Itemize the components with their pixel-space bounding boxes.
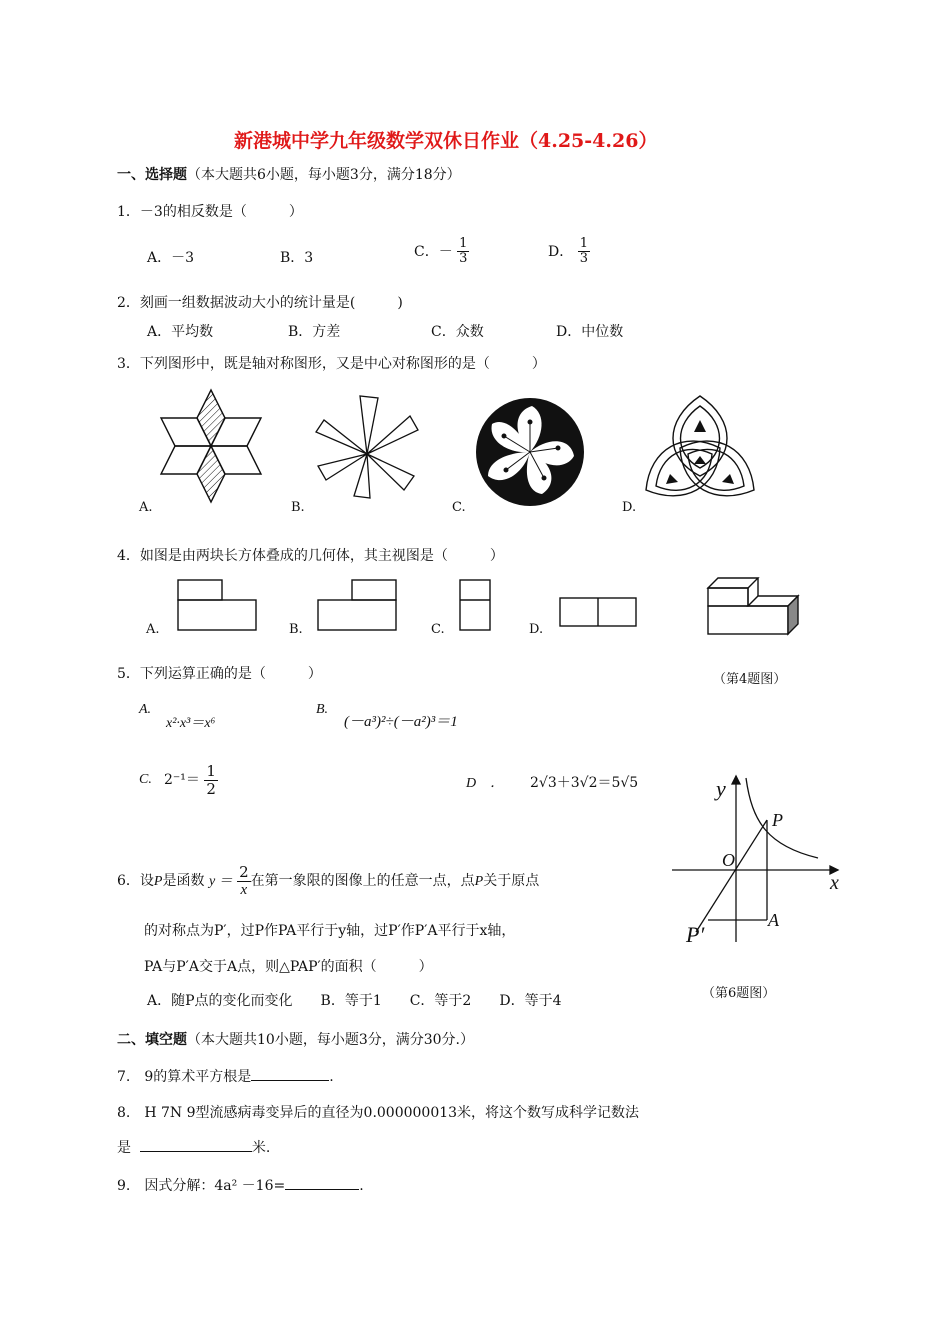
q5-c-lhs: 2⁻¹＝ xyxy=(164,772,200,788)
q3-figure-c xyxy=(474,396,586,508)
q7-text: 7. 9的算术平方根是 xyxy=(117,1069,252,1085)
q7-end: . xyxy=(329,1069,334,1085)
q8-line-2-text: 是 xyxy=(117,1140,131,1156)
q2-option-d: D．中位数 xyxy=(556,324,624,340)
section-2-heading: 二、填空题 xyxy=(117,1032,187,1048)
q2-option-c: C．众数 xyxy=(431,324,484,340)
question-7 xyxy=(117,1066,334,1086)
question-6-line-2: 的对称点为P′，过P作PA平行于y轴，过P′作P′A平行于x轴， xyxy=(144,923,516,939)
q9-answer-blank[interactable] xyxy=(285,1175,359,1190)
question-6-line-1 xyxy=(117,864,539,898)
q5-label-a: A. xyxy=(139,702,152,717)
q1-c-num: 1 xyxy=(459,236,468,251)
question-4: 4．如图是由两块长方体叠成的几何体，其主视图是（ ） xyxy=(117,548,504,564)
q6-caption: （第6题图） xyxy=(702,986,776,1001)
q4-option-b-figure xyxy=(314,576,402,634)
q3-label-c: C. xyxy=(452,500,466,515)
q4-option-c-figure xyxy=(456,576,494,634)
question-1: 1．－3的相反数是（ ） xyxy=(117,204,303,220)
q5-label-b: B. xyxy=(316,702,329,717)
q6-graph-origin-label: O xyxy=(722,850,735,870)
q1-option-c xyxy=(414,237,469,267)
q6-l1-c: 在第一象限的图像上的任意一点，点 xyxy=(250,873,475,889)
q4-solid-figure xyxy=(704,574,804,638)
q2-option-b: B．方差 xyxy=(288,324,341,340)
q6-l1-p: P xyxy=(153,874,163,889)
q9-end: . xyxy=(359,1178,364,1194)
q6-frac-num: 2 xyxy=(239,863,249,881)
q6-graph-x-label: x xyxy=(830,872,839,894)
q1-d-fraction xyxy=(578,237,590,267)
q3-figure-a xyxy=(155,388,267,506)
q3-figure-b xyxy=(310,392,425,502)
q5-c-num: 1 xyxy=(206,762,216,780)
q6-graph-y-label: y xyxy=(716,776,726,801)
q6-frac-den: x xyxy=(240,881,248,898)
section-2-header xyxy=(117,1029,474,1049)
q6-l1-y: y ＝ xyxy=(208,874,233,889)
q1-d-den: 3 xyxy=(579,251,588,267)
q4-label-d: D. xyxy=(529,622,544,637)
question-9 xyxy=(117,1175,364,1195)
q6-l1-b: 是函数 xyxy=(162,873,205,889)
q6-l1-p2: P xyxy=(474,874,484,889)
q2-option-a: A．平均数 xyxy=(147,324,214,340)
question-2: 2．刻画一组数据波动大小的统计量是( ) xyxy=(117,295,403,311)
q1-d-num: 1 xyxy=(579,236,588,251)
q5-label-c: C. xyxy=(139,772,152,787)
q3-label-b: B. xyxy=(291,500,305,515)
q5-expr-c xyxy=(164,763,218,797)
q4-label-b: B. xyxy=(289,622,303,637)
q5-c-den: 2 xyxy=(206,779,216,798)
question-8-line-2 xyxy=(117,1137,270,1157)
q3-figure-d xyxy=(640,392,760,510)
section-1-note: （本大题共6小题，每小题3分，满分18分） xyxy=(187,167,461,183)
q5-expr-b: (－a³)²÷(－a²)³＝1 xyxy=(344,714,458,730)
q4-option-d-figure xyxy=(556,594,640,630)
q1-d-prefix: D． xyxy=(548,243,574,260)
q3-label-a: A. xyxy=(139,500,153,515)
q1-c-den: 3 xyxy=(459,251,468,267)
q1-option-b: B．3 xyxy=(280,250,314,266)
question-3: 3．下列图形中，既是轴对称图形，又是中心对称图形的是（ ） xyxy=(117,356,546,372)
section-1-header xyxy=(117,164,461,184)
question-8-line-1: 8. H 7N 9型流感病毒变异后的直径为0.000000013米，将这个数写成科学记数法 xyxy=(117,1105,640,1121)
q9-text: 9. 因式分解：4a² －16= xyxy=(117,1178,286,1194)
q7-answer-blank[interactable] xyxy=(251,1066,329,1081)
q6-l1-a: 6．设 xyxy=(117,873,154,889)
q6-graph-pprime-label: P′ xyxy=(686,922,705,947)
q8-end: 米. xyxy=(251,1140,271,1156)
q1-c-fraction xyxy=(457,237,469,267)
q4-caption: （第4题图） xyxy=(713,672,787,687)
q4-option-a-figure xyxy=(172,576,260,634)
question-5: 5．下列运算正确的是（ ） xyxy=(117,666,322,682)
q4-label-a: A. xyxy=(146,622,160,637)
q5-expr-d: 2√3＋3√2＝5√5 xyxy=(530,775,639,791)
question-6-line-3: PA与P′A交于A点，则△PAP′的面积（ ） xyxy=(144,959,433,975)
q5-c-fraction xyxy=(204,763,218,797)
q5-label-d: D ． xyxy=(466,776,505,791)
page-title: 新港城中学九年级数学双休日作业（4.25-4.26） xyxy=(234,130,658,152)
section-1-heading: 一、选择题 xyxy=(117,167,187,183)
q6-l1-d: 关于原点 xyxy=(483,873,540,889)
q1-option-a: A．－3 xyxy=(147,250,195,266)
q4-label-c: C. xyxy=(431,622,445,637)
q6-fraction xyxy=(237,864,251,898)
q1-c-prefix: C．－ xyxy=(414,243,453,260)
q8-answer-blank[interactable] xyxy=(140,1137,252,1152)
q3-label-d: D. xyxy=(622,500,637,515)
q6-graph-a-label: A xyxy=(768,910,779,930)
q5-expr-a: x²·x³＝x⁶ xyxy=(166,716,216,731)
q1-option-d xyxy=(548,237,590,267)
q6-options: A．随P点的变化而变化 B．等于1 C．等于2 D．等于4 xyxy=(147,993,562,1009)
q6-graph-p-label: P xyxy=(772,810,783,830)
section-2-note: （本大题共10小题，每小题3分，满分30分.） xyxy=(187,1032,474,1048)
